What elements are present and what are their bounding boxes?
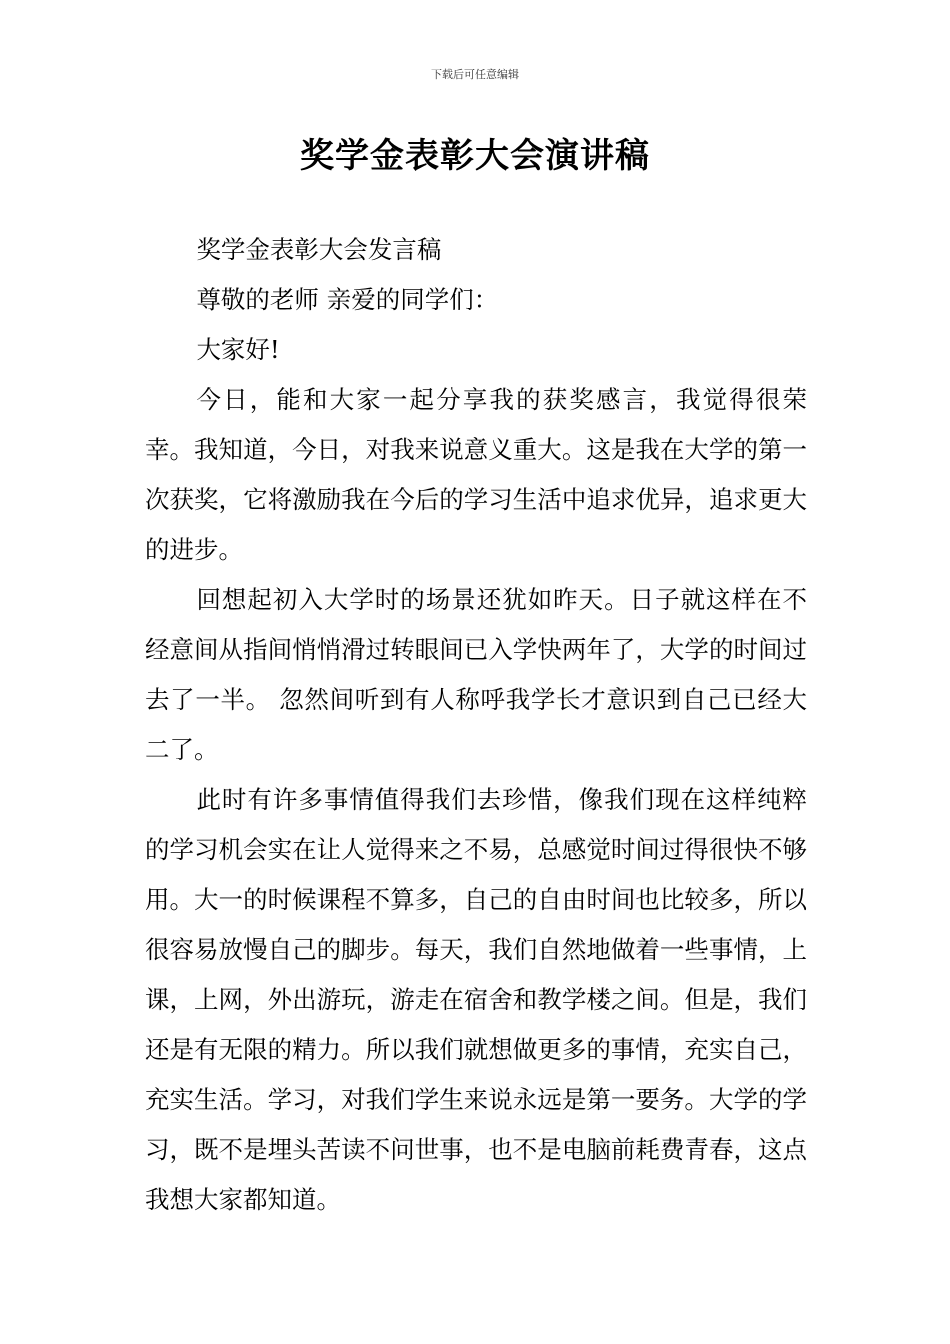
paragraph-greeting: 大家好! xyxy=(196,335,280,364)
document-body xyxy=(145,225,807,1225)
paragraph: 回想起初入大学时的场景还犹如昨天。日子就这样在不经意间从指间悄悄滑过转眼间已入学快两年了，大学的时间过去了一半。 忽然间听到有人称呼我学长才意识到自己已经大二了。 xyxy=(145,585,807,764)
paragraph: 今日，能和大家一起分享我的获奖感言，我觉得很荣幸。我知道，今日，对我来说意义重大。这是我在大学的第一次获奖，它将激励我在今后的学习生活中追求优异，追求更大的进步。 xyxy=(145,385,807,564)
paragraph-salutation: 尊敬的老师 亲爱的同学们： xyxy=(196,285,499,314)
paragraph: 此时有许多事情值得我们去珍惜，像我们现在这样纯粹的学习机会实在让人觉得来之不易，总感觉时间过得很快不够用。大一的时候课程不算多，自己的自由时间也比较多，所以很容易放慢自己的脚步。每天，我们自然地做着一些事情，上课，上网，外出游玩，游走在宿舍和教学楼之间。但是，我们还是有无限的精力。所以我们就想做更多的事情，充实自己，充实生活。学习，对我们学生来说永远是第一要务。大学的学习，既不是埋头苦读不问世事，也不是电脑前耗费青春，这点我想大家都知道。 xyxy=(145,785,807,1214)
header-note: 下载后可任意编辑 xyxy=(431,68,519,81)
paragraph-subtitle: 奖学金表彰大会发言稿 xyxy=(196,235,442,264)
document-title: 奖学金表彰大会演讲稿 xyxy=(300,136,650,176)
